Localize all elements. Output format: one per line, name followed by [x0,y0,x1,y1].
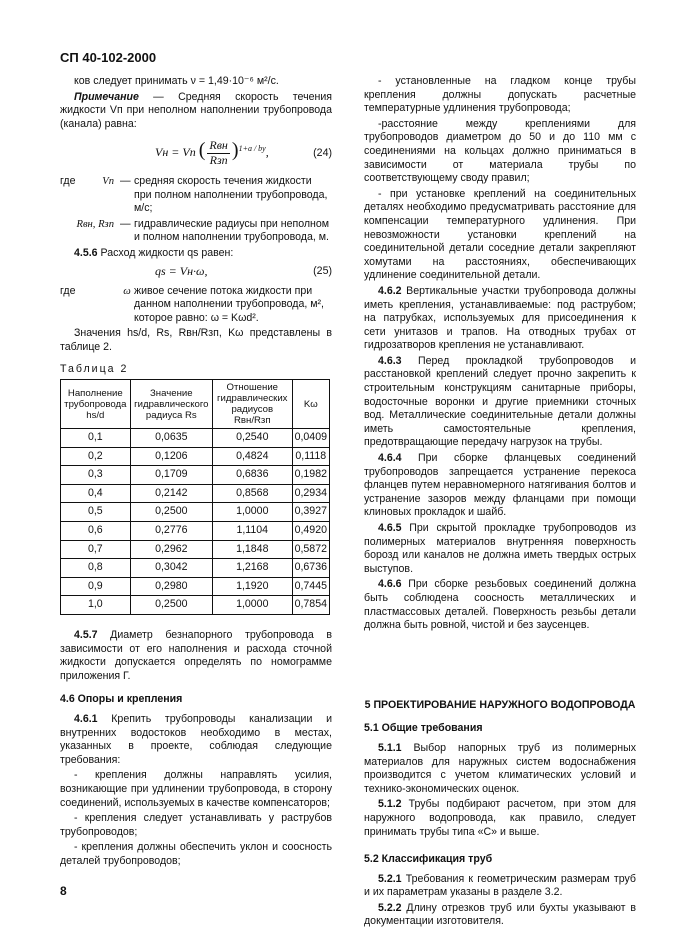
bullet-item: - крепления следует устанавливать у раструбов трубопроводов; [60,812,332,838]
page-number: 8 [60,884,67,898]
table-cell: 0,6736 [292,559,329,578]
table-cell: 0,0635 [130,429,212,448]
table-header: Kω [292,380,329,429]
eq24-lhs: Vн = Vп [155,145,196,160]
table-cell: 0,1982 [292,466,329,485]
table-cell: 0,6836 [212,466,292,485]
table-cell: 0,2776 [130,522,212,541]
table-cell: 0,5 [61,503,131,522]
right-column [364,75,636,931]
table-cell: 0,5872 [292,540,329,559]
table-header: Значение гидравлического радиуса Rs [130,380,212,429]
paragraph: 4.6.1 Крепить трубопроводы канализации и внутренних водостоков необходимо в местах, указанных в проекте, соблюдая следующие требования: [60,713,332,766]
table-row [61,522,330,541]
equation-24: Vн = Vп ( $\frac{\text{Rвн}}{\text{Rзп}}$ )$^{1+a / by}$, (24) [155,138,332,167]
table-cell: 1,1104 [212,522,292,541]
table-cell: 1,0000 [212,596,292,615]
where-item: Vп — средняя скорость течения жидкости при полном наполнении трубопровода, м/с; [102,174,328,215]
table-cell: 0,3 [61,466,131,485]
note-label: Примечание [74,90,139,103]
table-cell: 0,2934 [292,484,329,503]
table-header: Отношение гидравлических радиусов Rвн/Rзп [212,380,292,429]
bullet-item: - крепления должны обеспечить уклон и соосность деталей трубопроводов; [60,841,332,867]
table-row [61,466,330,485]
table-cell: 1,1848 [212,540,292,559]
eq25-number: (25) [313,264,332,277]
bullet-item: -расстояние между креплениями для трубопроводов диаметром до 50 и до 110 мм с соединениями на кольцах должно приниматься в зависимости от материала трубы по соответствующему своду правил; [364,117,636,185]
eq24-numerator: Rвн [209,138,228,153]
document-header: СП 40-102-2000 [60,50,157,65]
chapter-heading: 5 ПРОЕКТИРОВАНИЕ НАРУЖНОГО ВОДОПРОВОДА [364,698,636,711]
table-cell: 0,1709 [130,466,212,485]
paragraph: 4.6.2 Вертикальные участки трубопровода должны иметь крепления, устанавливаемые: под раструбом; на патрубках, используемых для присоединения к сети унитазов и трапов. На отводных трубах от гидрозатворов крепления не устанавливают. [364,284,636,352]
table-cell: 0,7 [61,540,131,559]
eq24-exponent: 1+a / by [238,144,266,154]
table-cell: 0,3927 [292,503,329,522]
table-row [61,596,330,615]
eq25: qs = Vн·ω, [155,263,208,278]
section-heading: 5.2 Классификация труб [364,853,493,866]
table-cell: 0,0409 [292,429,329,448]
paragraph: 4.6.4 При сборке фланцевых соединений трубопроводов запрещается устранение перекоса фланцев путем неравномерного натягивания болтов и устранение зазоров между фланцами при помощи клиновых прокладок и шайб. [364,452,636,519]
paragraph: Значения hs/d, Rs, Rвн/Rзп, Kω представлены в таблице 2. [60,327,332,353]
table-row [61,503,330,522]
table-cell: 0,9 [61,577,131,596]
table-cell: 0,1118 [292,447,329,466]
paragraph: 4.5.7 Диаметр безнапорного трубопровода в зависимости от его наполнения и расхода сточной жидкости допускается определять по номограмме приложения Г. [60,629,332,682]
table-cell: 0,4 [61,484,131,503]
table-cell: 0,2142 [130,484,212,503]
note-text: — Средняя скорость течения жидкости Vп при неполном наполнении трубопровода (канала) равна: [60,90,332,130]
table-header-row [61,380,330,429]
table-header: Наполнение трубопровода hs/d [61,380,131,429]
table-cell: 0,7445 [292,577,329,596]
table-cell: 0,2 [61,447,131,466]
eq24-denominator: Rзп [209,152,228,167]
paragraph: 4.6.3 Перед прокладкой трубопроводов и расстановкой креплений следует прочно закрепить к строительным конструкциям санитарные приборы, водосточные воронки и другие приемники сточных вод. Металлические соединительные детали должны иметь самостоятельные крепления, предотвращающие передачу нагрузок на трубы. [364,354,636,449]
section-heading: 5.1 Общие требования [364,722,483,735]
table-row [61,577,330,596]
table-cell: 0,3042 [130,559,212,578]
paragraph: 5.1.1 Выбор напорных труб из полимерных материалов для наружных систем водоснабжения производится с учетом климатических условий и технико-экономических оценок. [364,741,636,795]
table-row [61,484,330,503]
table-cell: 0,1206 [130,447,212,466]
table-cell: 0,8 [61,559,131,578]
table-cell: 0,7854 [292,596,329,615]
table-row [61,429,330,448]
table-cell: 0,4824 [212,447,292,466]
where-item: где ω живое сечение потока жидкости при данном наполнении трубопровода, м², которое равно: ω = Kωd². [60,284,324,324]
paragraph: 4.6.6 При сборке резьбовых соединений должна быть соблюдена соосность металлических и пластмассовых деталей. Поверхность резьбы детали должна быть ровной, чистой и без заусенцев. [364,578,636,632]
bullet-item: - установленные на гладком конце трубы крепления должны допускать расчетные температурные удлинения трубопровода; [364,75,636,115]
paragraph: 4.5.6 Расход жидкости qs равен: [74,246,234,259]
where-item: где [60,175,76,188]
note [60,91,332,132]
paragraph: 5.2.1 Требования к геометрическим размерам труб и их параметрам указаны в разделе 3.2. [364,872,636,899]
table-cell: 1,0 [61,596,131,615]
table-cell: 1,0000 [212,503,292,522]
eq24-number: (24) [313,147,332,160]
table-cell: 0,4920 [292,522,329,541]
paragraph: 5.1.2 Трубы подбирают расчетом, при этом для наружного водопровода, как правило, следует принимать трубы типа «С» и выше. [364,798,636,838]
table-cell: 0,2980 [130,577,212,596]
table-cell: 0,2500 [130,596,212,615]
table-row [61,559,330,578]
table-row [61,447,330,466]
table-row [61,540,330,559]
table-cell: 0,2540 [212,429,292,448]
table-cell: 0,6 [61,522,131,541]
section-heading: 4.6 Опоры и крепления [60,693,183,706]
table-cell: 0,2500 [130,503,212,522]
table-caption: Таблица 2 [60,362,129,375]
paragraph: 4.6.5 При скрытой прокладке трубопроводов из полимерных материалов внутренняя поверхность борозд или каналов не должна иметь твердых острых выступов. [364,522,636,575]
table-cell: 1,1920 [212,577,292,596]
data-table [60,379,330,615]
paragraph: 5.2.2 Длину отрезков труб или бухты указывают в документации изготовителя. [364,901,636,928]
equation-25 [60,263,332,283]
table-cell: 0,2962 [130,540,212,559]
table-cell: 1,2168 [212,559,292,578]
where-item: Rвн, Rзп — гидравлические радиусы при неполном и полном наполнении трубопровода, м. [76,217,330,244]
paragraph: ков следует принимать ν = 1,49·10⁻⁶ м²/с. [74,75,279,87]
table-cell: 0,8568 [212,484,292,503]
bullet-item: - крепления должны направлять усилия, возникающие при удлинении трубопровода, в сторону соединений, используемых в качестве компенсаторов; [60,769,332,809]
bullet-item: - при установке креплений на соединительных деталях необходимо предусматривать расстояние для компенсации температурного удлинения. При невозможности установки креплений на соединительной детали соседние детали закрепляют хомутами на расстояниях, обеспечивающих удлинение соединительной детали. [364,187,636,282]
left-column [60,75,332,871]
table-cell: 0,1 [61,429,131,448]
